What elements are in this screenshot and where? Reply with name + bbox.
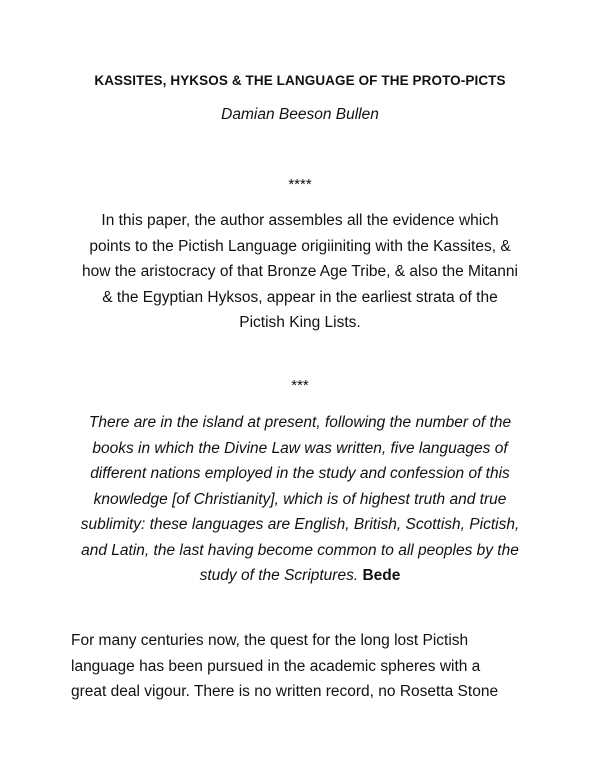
quote-line-text: study of the Scriptures.: [199, 567, 359, 584]
body-line: great deal vigour. There is no written record, no Rosetta Stone: [71, 683, 499, 700]
section-separator: ****: [288, 176, 312, 193]
quote-source: Bede: [362, 567, 401, 584]
section-separator: ***: [291, 377, 309, 394]
abstract-line: In this paper, the author assembles all the evidence which: [101, 212, 499, 229]
paper-title: KASSITES, HYKSOS & THE LANGUAGE OF THE PROTO-PICTS: [94, 73, 506, 88]
author-name: Damian Beeson Bullen: [221, 106, 379, 123]
quote-line: and Latin, the last having become common to all peoples by the: [81, 541, 519, 559]
body-line: language has been pursued in the academic spheres with a: [71, 657, 481, 675]
quote-line: sublimity: these languages are English, British, Scottish, Pictish,: [80, 516, 520, 533]
quote-line: books in which the Divine Law was written, five languages of: [92, 439, 508, 457]
quote-line: There are in the island at present, following the number of the: [88, 414, 512, 431]
quote-line-last: [64, 563, 536, 589]
abstract-line: Pictish King Lists.: [239, 314, 361, 331]
body-paragraph: [71, 628, 550, 705]
quote-line: knowledge [of Christianity], which is of highest truth and true: [93, 490, 507, 508]
abstract-paragraph: [62, 208, 538, 336]
quote-line: different nations employed in the study and confession of this: [90, 465, 510, 482]
body-line: For many centuries now, the quest for the long lost Pictish: [71, 632, 469, 649]
epigraph-quote: [64, 410, 536, 589]
abstract-line: & the Egyptian Hyksos, appear in the earliest strata of the: [102, 288, 498, 306]
abstract-line: how the aristocracy of that Bronze Age Tribe, & also the Mitanni: [82, 263, 518, 280]
abstract-line: points to the Pictish Language origiiniting with the Kassites, &: [89, 237, 511, 255]
